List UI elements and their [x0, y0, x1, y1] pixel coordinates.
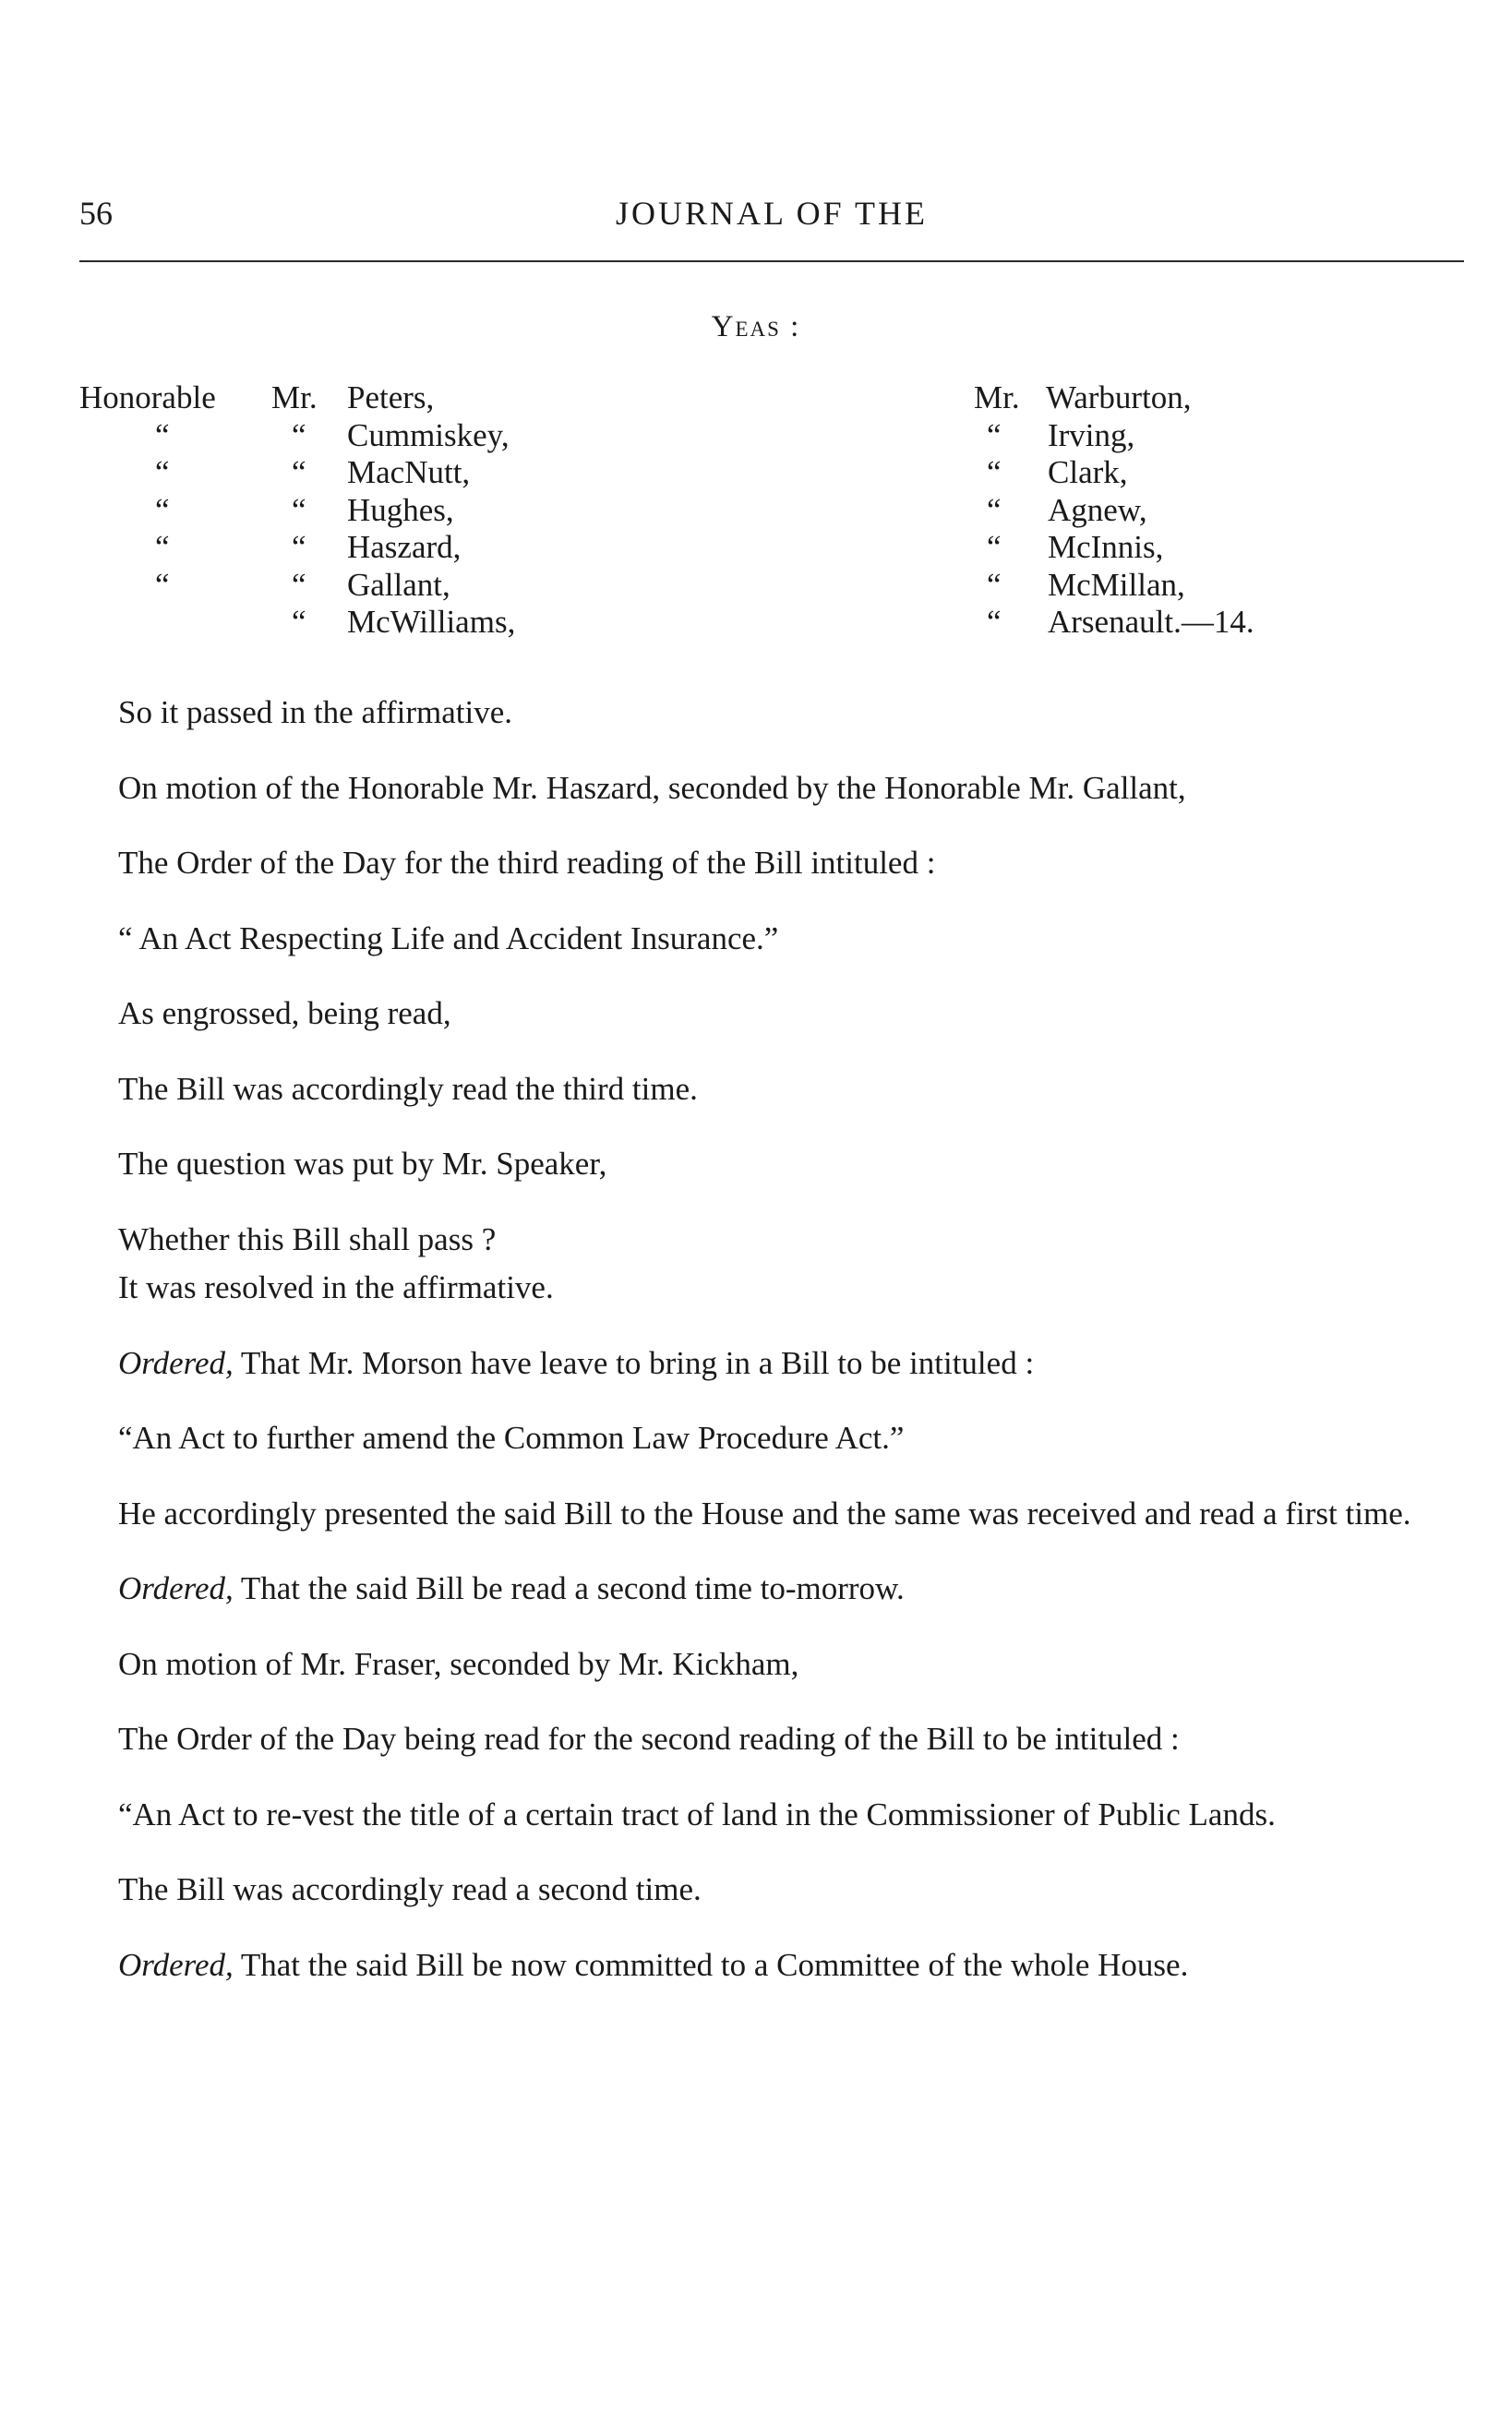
- member-name: Clark,: [1048, 454, 1128, 490]
- member-title: “: [155, 529, 170, 565]
- paragraph: So it passed in the affirmative.: [118, 694, 513, 730]
- member-prefix: Mr.: [974, 379, 1020, 415]
- member-prefix: “: [987, 566, 1002, 603]
- member-prefix: “: [987, 604, 1002, 640]
- header-rule: [79, 260, 1464, 262]
- member-title: Honorable: [79, 379, 216, 415]
- bill-title: “An Act to re-vest the title of a certain tract of land in the Commissioner of Public Lands.: [118, 1796, 1276, 1832]
- member-prefix: “: [292, 491, 306, 528]
- paragraph: The Bill was accordingly read a second time.: [118, 1871, 702, 1907]
- member-name: Gallant,: [347, 566, 450, 603]
- member-name: Warburton,: [1046, 379, 1192, 415]
- paragraph: The Bill was accordingly read the third time.: [118, 1070, 698, 1107]
- order-paragraph: Ordered, That the said Bill be now committed to a Committee of the whole House.: [118, 1946, 1189, 1983]
- page-number: 56: [79, 195, 113, 232]
- member-prefix: “: [292, 454, 306, 490]
- member-prefix: Mr.: [271, 379, 318, 415]
- member-name: Haszard,: [347, 529, 462, 565]
- member-prefix: “: [987, 454, 1002, 490]
- member-prefix: “: [292, 416, 306, 453]
- member-name: MacNutt,: [347, 454, 471, 490]
- order-paragraph: Ordered, That the said Bill be read a second time to-morrow.: [118, 1570, 905, 1606]
- paragraph: On motion of the Honorable Mr. Haszard, seconded by the Honorable Mr. Gallant,: [118, 769, 1186, 806]
- member-name: Hughes,: [347, 491, 454, 528]
- member-prefix: “: [292, 604, 306, 640]
- member-prefix: “: [987, 416, 1002, 453]
- yeas-heading: Yeas :: [711, 310, 801, 343]
- member-name: Cummiskey,: [347, 416, 510, 453]
- paragraph: The question was put by Mr. Speaker,: [118, 1146, 607, 1182]
- journal-body: [79, 694, 1464, 2022]
- member-name: McInnis,: [1048, 529, 1164, 565]
- paragraph: The Order of the Day for the third reading of the Bill intituled :: [118, 845, 936, 881]
- running-title: JOURNAL OF THE: [615, 195, 928, 232]
- member-name: McMillan,: [1048, 566, 1185, 603]
- paragraph: As engrossed, being read,: [118, 995, 451, 1031]
- paragraph: He accordingly presented the said Bill to the House and the same was received and read a first time.: [118, 1495, 1411, 1532]
- member-name: Agnew,: [1048, 491, 1147, 528]
- paragraph: On motion of Mr. Fraser, seconded by Mr. Kickham,: [118, 1645, 799, 1682]
- member-title: “: [155, 491, 170, 528]
- bill-title: “ An Act Respecting Life and Accident Insurance.”: [118, 919, 779, 956]
- member-prefix: “: [987, 491, 1002, 528]
- page-header: [79, 185, 1464, 240]
- member-name: McWilliams,: [347, 604, 516, 640]
- member-name: Peters,: [347, 379, 435, 415]
- member-title: “: [155, 454, 170, 490]
- member-prefix: “: [292, 566, 306, 603]
- paragraph: Whether this Bill shall pass ?: [118, 1220, 497, 1257]
- member-name: Irving,: [1048, 416, 1135, 453]
- member-title: “: [155, 416, 170, 453]
- member-title: “: [155, 566, 170, 603]
- order-paragraph: Ordered, That Mr. Morson have leave to bring in a Bill to be intituled :: [118, 1344, 1035, 1381]
- member-prefix: “: [292, 529, 306, 565]
- paragraph: The Order of the Day being read for the second reading of the Bill to be intituled :: [118, 1721, 1180, 1757]
- member-name: Arsenault.—14.: [1048, 604, 1254, 640]
- paragraph: It was resolved in the affirmative.: [118, 1269, 554, 1305]
- bill-title: “An Act to further amend the Common Law Procedure Act.”: [118, 1420, 905, 1456]
- member-prefix: “: [987, 529, 1002, 565]
